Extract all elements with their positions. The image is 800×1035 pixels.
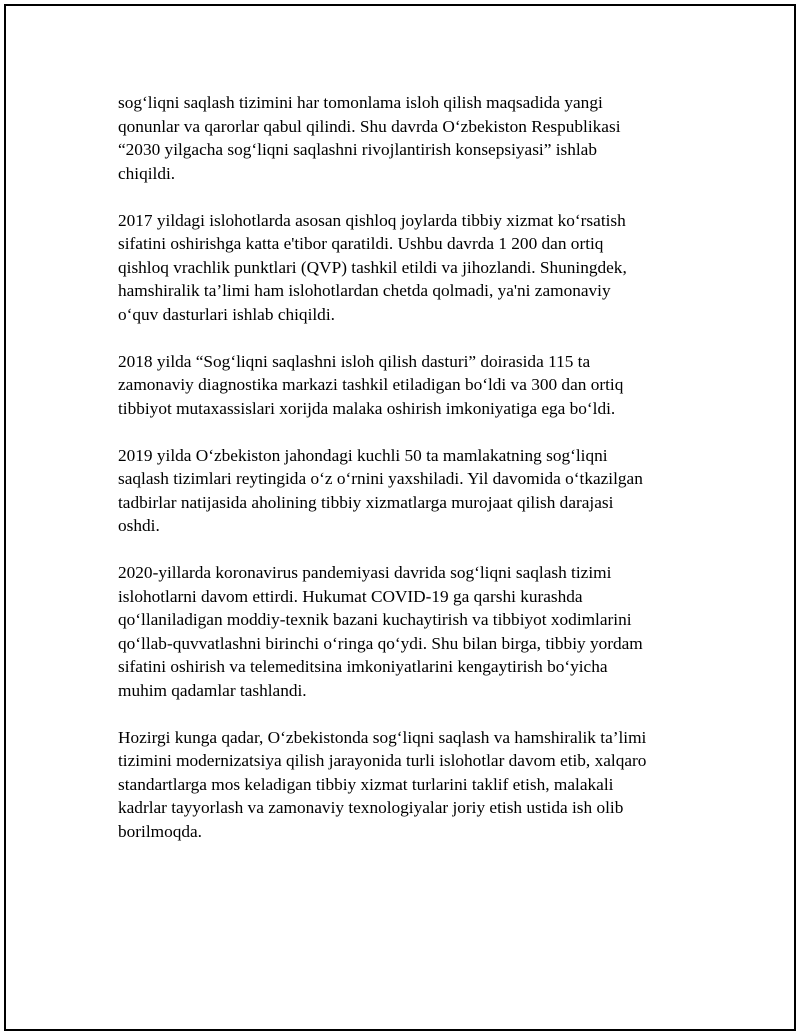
paragraph-health-reform-laws: sog‘liqni saqlash tizimini har tomonlama isloh qilish maqsadida yangi qonunlar va qarorlar qabul qilindi. Shu davrda O‘zbekiston Respublikasi “2030 yilgacha sog‘liqni saqlashni rivojlantirish konsepsiyasi” ishlab chiqildi. bbox=[118, 93, 621, 183]
paragraph-2017-reforms: 2017 yildagi islohotlarda asosan qishloq joylarda tibbiy xizmat ko‘rsatish sifatini oshirishga katta e'tibor qaratildi. Ushbu davrda 1 200 dan ortiq qishloq vrachlik punktlari (QVP) tashkil etildi va jihozlandi. Shuningdek, hamshiralik ta’limi ham islohotlardan chetda qolmadi, ya'ni zamonaviy o‘quv dasturlari ishlab chiqildi. bbox=[118, 210, 627, 324]
paragraph-2019-ranking: 2019 yilda O‘zbekiston jahondagi kuchli 50 ta mamlakatning sog‘liqni saqlash tizimlari reytingida o‘z o‘rnini yaxshiladi. Yil davomida o‘tkazilgan tadbirlar natijasida aholining tibbiy xizmatlarga murojaat qilish darajasi oshdi. bbox=[118, 445, 643, 535]
paragraph-2018-program: 2018 yilda “Sog‘liqni saqlashni isloh qilish dasturi” doirasida 115 ta zamonaviy diagnostika markazi tashkil etiladigan bo‘ldi va 300 dan ortiq tibbiyot mutaxassislari xorijda malaka oshirish imkoniyatiga ega bo‘ldi. bbox=[118, 351, 624, 418]
paragraph-2020-pandemic: 2020-yillarda koronavirus pandemiyasi davrida sog‘liqni saqlash tizimi islohotlarni davom ettirdi. Hukumat COVID-19 ga qarshi kurashda qo‘llaniladigan moddiy-texnik bazani kuchaytirish va tibbiyot xodimlarini qo‘llab-quvvatlashni birinchi o‘ringa qo‘ydi. Shu bilan birga, tibbiy yordam sifatini oshirish va telemeditsina imkoniyatlarini kengaytirish bo‘yicha muhim qadamlar tashlandi. bbox=[118, 563, 643, 700]
paragraph-current-modernization: Hozirgi kunga qadar, O‘zbekistonda sog‘liqni saqlash va hamshiralik ta’limi tizimini modernizatsiya qilish jarayonida turli islohotlar davom etib, xalqaro standartlarga mos keladigan tibbiy xizmat turlarini taklif etish, malakali kadrlar tayyorlash va zamonaviy texnologiyalar joriy etish ustida ish olib borilmoqda. bbox=[118, 727, 647, 841]
document-body bbox=[118, 91, 698, 867]
